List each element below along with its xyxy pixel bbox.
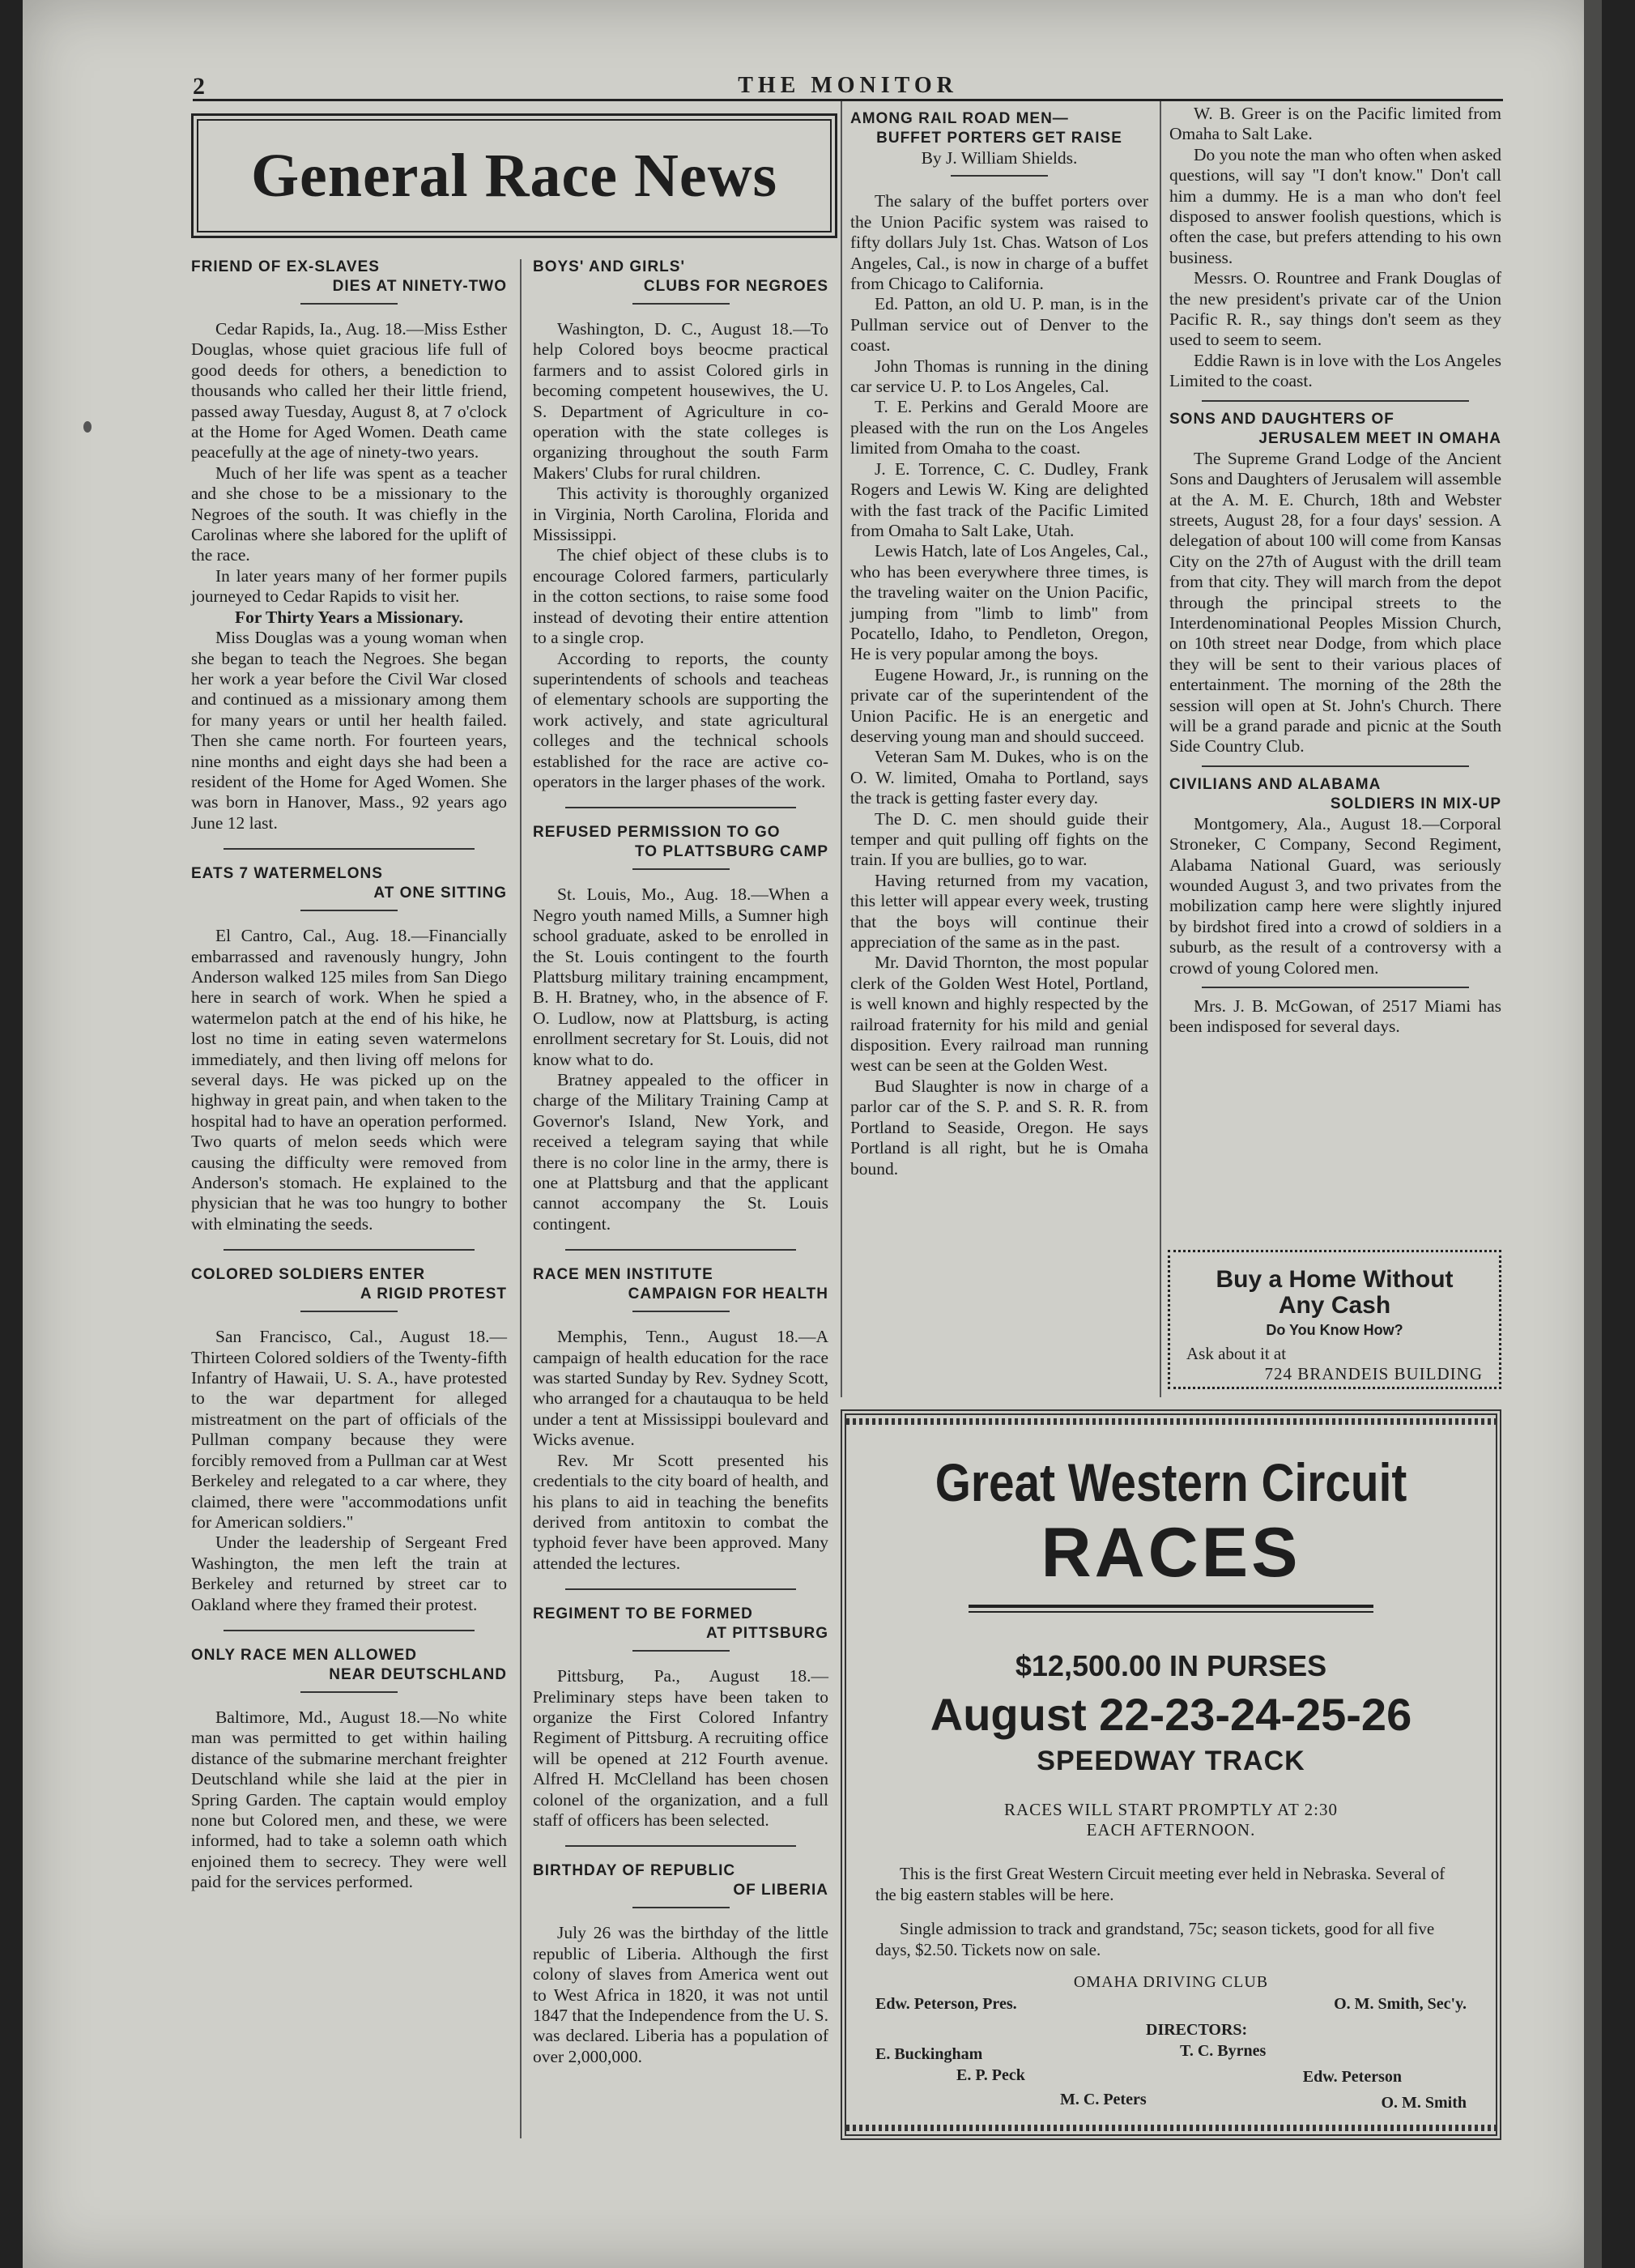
races-advertisement [841,1409,1501,2140]
masthead-title: General Race News [250,141,778,210]
ad-title: Any Cash [1278,1292,1391,1319]
ad-dates: August 22-23-24-25-26 [930,1689,1412,1740]
directors-label: DIRECTORS: [1146,2021,1248,2039]
director-name: Edw. Peterson [1302,2068,1402,2086]
officers-list [846,1992,1496,2129]
headline: SONS AND DAUGHTERS OF JERUSALEM MEET IN OMAHA [1169,410,1501,447]
ad-start-time: RACES WILL START PROMPTLY AT 2:30 [1003,1800,1339,1819]
headline-rule [300,910,398,911]
headline: CIVILIANS AND ALABAMA SOLDIERS IN MIX-UP [1169,775,1501,812]
article-paragraph: According to reports, the county superintendents of schools and teacheas of elementary schools are supporting the work actively, and state agricultural colleges and the technical schools established for the race are active co-operators in the larger phases of the work. [533,648,828,791]
article-paragraph: This activity is thoroughly organized in Virginia, North Carolina, Florida and Mississippi. [533,484,828,545]
article-paragraph: Mrs. J. B. McGowan, of 2517 Miami has been indisposed for several days. [1169,996,1501,1037]
article-paragraph: Washington, D. C., August 18.—To help Colored boys beocme practical farmers and to assist Colored girls in becoming competent housewives, the U. S. Department of Agriculture in co-operation with the state colleges is organizing throughout the south Farm Makers' Clubs for rural children. [533,319,828,483]
ornamental-border [846,1418,1496,1425]
article-paragraph: San Francisco, Cal., August 18.—Thirteen Colored soldiers of the Twenty-fifth Infantry of Hawaii, U. S. A., have protested to the war department for alleged mistreatment on the part of officials of the Pullman company because they were forcibly removed from a Pullman car at West Berkeley and relegated to a car where, they claimed, there were "accommodations unfit for American soldiers." [191,1327,507,1532]
article-separator [565,1845,796,1847]
ad-track: SPEEDWAY TRACK [1037,1746,1305,1776]
article-separator [565,807,796,808]
subheading: For Thirty Years a Missionary. [234,607,464,627]
article-paragraph: Having returned from my vacation, this letter will appear every week, trusting that the boys will continue their appreciation of the same as in the past. [850,870,1148,953]
paper-blemish [83,421,92,433]
headline-rule [632,303,730,305]
headline-rule [300,303,398,305]
page-number: 2 [193,73,205,100]
paper-title: THE MONITOR [738,73,958,98]
officer-secretary: O. M. Smith, Sec'y. [1334,1995,1467,2013]
ad-rule [969,1605,1373,1613]
article-paragraph: Lewis Hatch, late of Los Angeles, Cal., who has been everywhere three times, is the traveling waiter on the Union Pacific, jumping from "limb to limb" from Pocatello, Idaho, to Pendleton, Oregon, He is very popular among the boys. [850,541,1148,664]
article-paragraph: Memphis, Tenn., August 18.—A campaign of health education for the race was started Sunday by Rev. Sydney Scott, who arranged for a chautauqua to be held under a tent at Mississippi boulevard and Wicks avenue. [533,1327,828,1450]
article-separator [224,1249,475,1251]
page-edge [1584,0,1602,2268]
column-2 [533,258,828,2067]
article-paragraph: Mr. David Thornton, the most popular clerk of the Golden West Hotel, Portland, is well known and highly respected by the railroad fraternity for his mild and genial disposition. Every railroad man running west can be seen at the Golden West. [850,953,1148,1076]
section-masthead [191,113,837,238]
article-paragraph: Bratney appealed to the officer in charge of the Military Training Camp at Governor's Island, New York, and received a telegram saying that while there is no color line in the army, there is one at Plattsburg and that the applicant cannot accompany the St. Louis contingent. [533,1070,828,1234]
article-paragraph: Ed. Patton, an old U. P. man, is in the Pullman service out of Denver to the coast. [850,294,1148,356]
article-paragraph: Cedar Rapids, Ia., Aug. 18.—Miss Esther Douglas, whose quiet gracious life full of good deeds for others, a benediction to thousands who called her their little friend, passed away Tuesday, August 8, at 7 o'clock at the Home for Aged Women. Death came peacefully at the age of ninety-two years. [191,319,507,463]
article-paragraph: Miss Douglas was a young woman when she began to teach the Negroes. She began her work a year before the Civil War closed and continued as a missionary among them for many years or until her health failed. Then she came north. For fourteen years, nine months and eight days she had been a resident of the Home for Aged Women. She was born in Hanover, Mass., 92 years ago June 12 last. [191,628,507,833]
article-paragraph: Baltimore, Md., August 18.—No white man was permitted to get within hailing distance of the submarine merchant freighter Deutschland while she laid at the pier in Spring Garden. The captain would employ none but Colored men, and these, we were informed, had to take a solemn oath which enjoined them to secrecy. They were well paid for the services performed. [191,1707,507,1892]
ad-start-time: EACH AFTERNOON. [1086,1820,1256,1840]
article-paragraph: The chief object of these clubs is to encourage Colored farmers, particularly in the cotton sections, to raise some food instead of devoting their entire attention to a single crop. [533,545,828,648]
ad-body [846,1863,1496,1960]
column-3 [850,109,1148,1179]
article-paragraph: W. B. Greer is on the Pacific limited from Omaha to Salt Lake. [1169,104,1501,144]
headline-rule [632,1311,730,1312]
headline-rule [951,175,1048,177]
home-advertisement [1168,1250,1501,1389]
article-paragraph: July 26 was the birthday of the little republic of Liberia. Although the first colony of slaves from America went out to West Africa in 1820, it was not until 1847 that the Independence from the U. S. was declared. Liberia has a population of over 2,000,000. [533,1923,828,2066]
article-separator [1202,987,1469,988]
ad-title: Great Western Circuit [935,1452,1407,1512]
article-separator [224,1630,475,1631]
headline: RACE MEN INSTITUTE CAMPAIGN FOR HEALTH [533,1266,828,1303]
ad-paragraph: Single admission to track and grandstand, 75c; season tickets, good for all five days, $2.50. Tickets now on sale. [875,1919,1435,1959]
ad-question: Do You Know How? [1266,1322,1403,1338]
headline: FRIEND OF EX-SLAVES DIES AT NINETY-TWO [191,258,507,295]
article-paragraph: Under the leadership of Sergeant Fred Washington, the men left the train at Berkeley and returned by street car to Oakland where they framed their protest. [191,1533,507,1614]
club-name: OMAHA DRIVING CLUB [1073,1973,1269,1991]
headline: ONLY RACE MEN ALLOWED NEAR DEUTSCHLAND [191,1646,507,1683]
headline: REFUSED PERMISSION TO GO TO PLATTSBURG CAMP [533,824,828,861]
headline: COLORED SOLDIERS ENTER A RIGID PROTEST [191,1266,507,1303]
headline: REGIMENT TO BE FORMED AT PITTSBURG [533,1605,828,1643]
page-header [193,73,1503,101]
director-name: E. P. Peck [956,2066,1025,2084]
article-paragraph: In later years many of her former pupils journeyed to Cedar Rapids to visit her. [191,565,507,607]
ad-title: Buy a Home Without [1216,1266,1454,1293]
ad-address: 724 BRANDEIS BUILDING [1264,1364,1483,1383]
article-paragraph: Montgomery, Ala., August 18.—Corporal Stroneker, C Company, Second Regiment, Alabama National Guard, was seriously wounded August 3, and two privates from the mobilization camp here were slightly injured by birdshot fired into a crowd of soldiers in a suburb, as the result of a controversy with a crowd of young Colored men. [1169,813,1501,978]
article-paragraph: Veteran Sam M. Dukes, who is on the O. W. limited, Omaha to Portland, says the track is getting faster every day. [850,747,1148,808]
article-paragraph: Do you note the man who often when asked questions, will say "I don't know." Don't call him a dummy. He is a man who don't feel disposed to answer foolish questions, which is often the case, but prefers attending to his own business. [1169,144,1501,267]
ad-paragraph: This is the first Great Western Circuit meeting ever held in Nebraska. Several of the big eastern stables will be here. [875,1864,1446,1904]
headline-rule [300,1691,398,1693]
article-paragraph: The D. C. men should guide their temper and quit pulling off fights on the train. If you are bullies, go to war. [850,808,1148,870]
headline-rule [632,868,730,870]
director-name: O. M. Smith [1381,2094,1467,2112]
article-paragraph: El Cantro, Cal., Aug. 18.—Financially embarrassed and ravenously hungry, John Anderson walked 125 miles from San Diego here in search of work. When he spied a watermelon patch at the end of his hike, he lost no time in eating seven watermelons immediately, and then living off melons for several days. He was picked up on the highway in great pain, and when taken to the hospital had to have an operation performed. Two quarts of melon seeds which were causing the difficulty were removed from Anderson's stomach. He explained to the physician that he was too hungry to bother with elminating the seeds. [191,926,507,1234]
column-rule [1160,101,1161,1397]
article-paragraph: Eddie Rawn is in love with the Los Angeles Limited to the coast. [1169,350,1501,391]
column-1 [191,258,507,1893]
article-separator [224,848,475,850]
article-paragraph: Bud Slaughter is now in charge of a parlor car of the S. P. and S. R. R. from Portland to Seaside, Oregon. He says Portland is all right, but he is Omaha bound. [850,1076,1148,1179]
article-paragraph: The Supreme Grand Lodge of the Ancient Sons and Daughters of Jerusalem will assemble at the A. M. E. Church, 18th and Webster streets, August 28, for a four days' session. A delegation of about 100 will come from Kansas City on the 27th of August with the drill team from that city. They will march from the depot through the principal streets to the Interdenominational Peoples Mission Church, on 10th street near Dodge, from which place they will be sent to their various places of entertainment. The morning of the 28th the session will open at St. John's Church. There will be a grand parade and picnic at the South Side Country Club. [1169,448,1501,757]
column-rule [841,101,842,1397]
article-paragraph: Much of her life was spent as a teacher and she chose to be a missionary to the Negroes of the south. It was chiefly in the Carolinas where she labored for the uplift of the race. [191,463,507,565]
article-paragraph: Rev. Mr Scott presented his credentials to the city board of health, and his plans to aid in teaching the benefits derived from antitoxin to combat the typhoid fever have been approved. Many attended the lectures. [533,1450,828,1573]
article-paragraph: John Thomas is running in the dining car service U. P. to Los Angeles, Cal. [850,356,1148,397]
ad-text: Ask about it at [1186,1344,1287,1363]
headline: BOYS' AND GIRLS' CLUBS FOR NEGROES [533,258,828,295]
article-separator [1202,400,1469,402]
article-paragraph: The salary of the buffet porters over the Union Pacific system was raised to fifty dollars July 1st. Chas. Watson of Los Angeles, Cal., is now in charge of a buffet from Chicago to California. [850,191,1148,294]
column-4 [1169,104,1501,1038]
article-separator [1202,765,1469,767]
newspaper-page [23,0,1602,2268]
headline-rule [300,1311,398,1312]
headline: AMONG RAIL ROAD MEN— BUFFET PORTERS GET RAISE [850,110,1122,147]
byline: By J. William Shields. [921,148,1078,168]
article-paragraph: Pittsburg, Pa., August 18.—Preliminary steps have been taken to organize the First Colored Infantry Regiment of Pittsburg. A recruiting office will be opened at 212 Fourth avenue. Alfred H. McClelland has been chosen colonel of the organization, and a full staff of officers has been selected. [533,1666,828,1830]
director-name: T. C. Byrnes [1180,2042,1267,2060]
article-separator [565,1249,796,1251]
ornamental-border [846,2125,1496,2131]
article-separator [565,1588,796,1590]
director-name: E. Buckingham [875,2045,983,2063]
article-paragraph: Messrs. O. Rountree and Frank Douglas of the new president's private car of the Union Pacific R. R., say things don't seem as they used to seem to seem. [1169,268,1501,350]
officer-president: Edw. Peterson, Pres. [875,1995,1017,2013]
headline-rule [632,1650,730,1652]
ad-purses: $12,500.00 IN PURSES [1015,1649,1327,1682]
headline: BIRTHDAY OF REPUBLIC OF LIBERIA [533,1862,828,1899]
article-paragraph: Eugene Howard, Jr., is running on the private car of the superintendent of the Union Pacific. He is an energetic and deserving young man and should succeed. [850,664,1148,746]
article-paragraph: J. E. Torrence, C. C. Dudley, Frank Rogers and Lewis W. King are delighted with the fast track of the Pacific Limited from Omaha to Salt Lake, Utah. [850,458,1148,540]
column-rule [520,259,522,2138]
headline: EATS 7 WATERMELONS AT ONE SITTING [191,865,507,902]
article-paragraph: St. Louis, Mo., Aug. 18.—When a Negro youth named Mills, a Sumner high school graduate, asked to be enrolled in the St. Louis contingent to the fourth Plattsburg military training encampment, B. H. Bratney, who, in the absence of F. O. Ludlow, now at Plattsburg, is acting enrollment secretary for St. Louis, did not know what to do. [533,885,828,1069]
ad-title-races: RACES [1041,1514,1301,1592]
headline-rule [632,1907,730,1908]
article-paragraph: T. E. Perkins and Gerald Moore are pleased with the run on the Los Angeles limited from Omaha to the coast. [850,397,1148,458]
director-name: M. C. Peters [1060,2091,1147,2108]
